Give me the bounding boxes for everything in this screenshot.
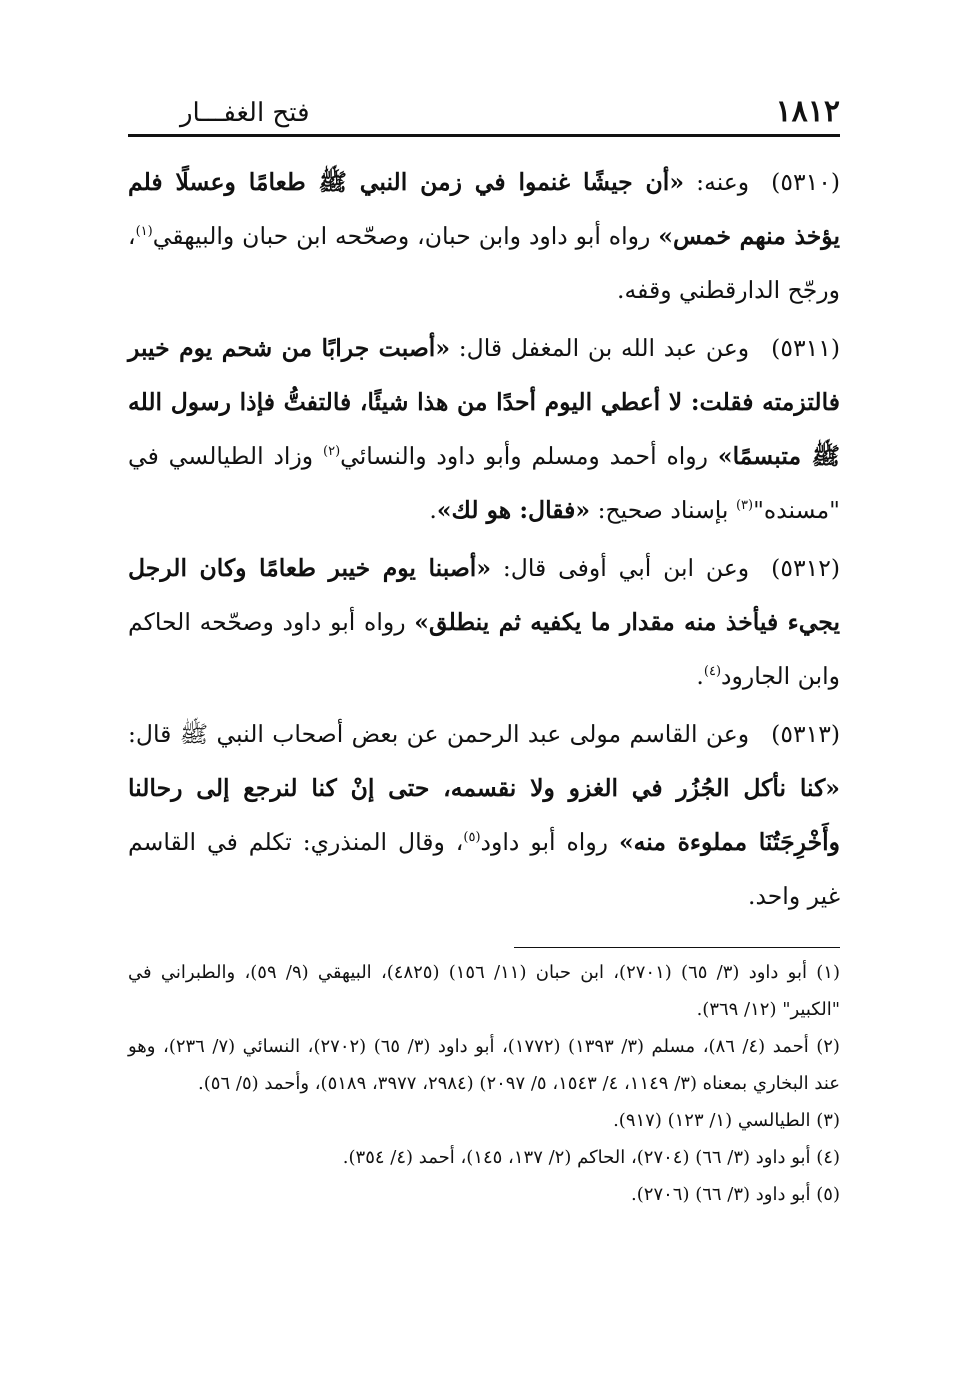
hadith-intro: وعن عبد الله بن المغفل قال:	[450, 334, 750, 362]
hadith-tail: .	[696, 662, 704, 690]
hadith-source: رواه أبو داود وصحّحه الحاكم وابن الجارود	[128, 608, 840, 690]
footnote-item: (٢) أحمد (٤/ ٨٦)، مسلم (٣/ ١٣٩٣) (١٧٧٢)، أبو داود (٣/ ٦٥) (٢٧٠٢)، النسائي (٧/ ٢٣٦)، وهو عند البخاري بمعناه (٣/ ١١٤٩، ٤/ ١٥٤٣، ٥/ ٢٠٩٧) (٢٩٨٤، ٣٩٧٧، ٥١٨٩)، وأحمد (٥/ ٥٦).	[128, 1036, 840, 1094]
footnote-item: (٤) أبو داود (٣/ ٦٦) (٢٧٠٤)، الحاكم (٢/ ١٣٧، ١٤٥)، أحمد (٤/ ٣٥٤).	[342, 1147, 840, 1168]
footnote-item: (٣) الطيالسي (١/ ١٢٣) (٩١٧).	[613, 1110, 840, 1131]
hadith-quote: «أن جيشًا غنموا في زمن النبي ﷺ طعامًا وعسلًا فلم يؤخذ منهم خمس»	[128, 168, 840, 250]
hadith-number: (٥٣١١)	[771, 334, 840, 362]
hadith-addition-chain: بإسناد صحيح:	[590, 496, 736, 524]
hadith-addition: وزاد الطيالسي في "مسنده"	[128, 442, 840, 524]
hadith-number: (٥٣١٢)	[771, 554, 840, 582]
hadith-quote: «أصبنا يوم خيبر طعامًا وكان الرجل يجيء فيأخذ منه مقدار ما يكفيه ثم ينطلق»	[128, 554, 840, 636]
page-header	[128, 92, 840, 137]
hadith-quote: «أصبت جرابًا من شحم يوم خيبر فالتزمته فقلت: لا أعطي اليوم أحدًا من هذا شيئًا، فالتفتُّ فإذا رسول الله ﷺ متبسمًا»	[128, 334, 840, 470]
page-number: ١٨١٢	[775, 94, 840, 129]
hadith-number: (٥٣١٠)	[771, 168, 840, 196]
hadith-number: (٥٣١٣)	[771, 720, 840, 748]
hadith-tail: ، ورجّح الدارقطني وقفه.	[128, 222, 840, 304]
hadith-quote: «كنا نأكل الجُزُر في الغزو ولا نقسمه، حتى إنْ كنا لنرجع إلى رحالنا وأَخْرِجَتُنَا مملوءة منه»	[128, 774, 840, 856]
hadith-quote-addition: «فقال: هو لك»	[436, 496, 591, 524]
footnote-ref[interactable]: (٤)	[703, 664, 722, 680]
footnote-item: (٥) أبو داود (٣/ ٦٦) (٢٧٠٦).	[631, 1184, 840, 1205]
footnote-ref[interactable]: (٢)	[323, 444, 341, 460]
footnote-item: (١) أبو داود (٣/ ٦٥) (٢٧٠١)، ابن حبان (١١/ ١٥٦) (٤٨٢٥)، البيهقي (٩/ ٥٩)، والطبراني في "الكبير" (١٢/ ٣٦٩).	[128, 962, 840, 1020]
hadith-entry-5312	[128, 541, 840, 703]
hadith-tail: .	[429, 496, 437, 524]
hadith-source: رواه أبو داود	[480, 828, 619, 856]
footnote-ref[interactable]: (٥)	[463, 830, 481, 846]
hadith-source: رواه أبو داود وابن حبان، وصحّحه ابن حبان والبيهقي	[152, 222, 659, 250]
hadith-tail: ، وقال المنذري: تكلم في القاسم غير واحد.	[128, 828, 840, 910]
hadith-source: رواه أحمد ومسلم وأبو داود والنسائي	[340, 442, 718, 470]
footnotes	[128, 954, 840, 1213]
hadith-intro: وعن ابن أبي أوفى قال:	[491, 554, 750, 582]
book-page	[128, 92, 840, 1292]
hadith-intro: وعنه:	[684, 168, 750, 196]
hadith-entry-5311	[128, 321, 840, 537]
hadith-entry-5313	[128, 707, 840, 923]
book-title: فتح الغفـــار	[180, 98, 310, 128]
footnote-ref[interactable]: (٣)	[735, 498, 754, 514]
hadith-entry-5310	[128, 155, 840, 317]
footnote-ref[interactable]: (١)	[135, 224, 153, 240]
main-text	[128, 155, 840, 923]
footnote-divider	[514, 947, 840, 948]
hadith-intro: وعن القاسم مولى عبد الرحمن عن بعض أصحاب النبي ﷺ قال:	[128, 720, 750, 748]
